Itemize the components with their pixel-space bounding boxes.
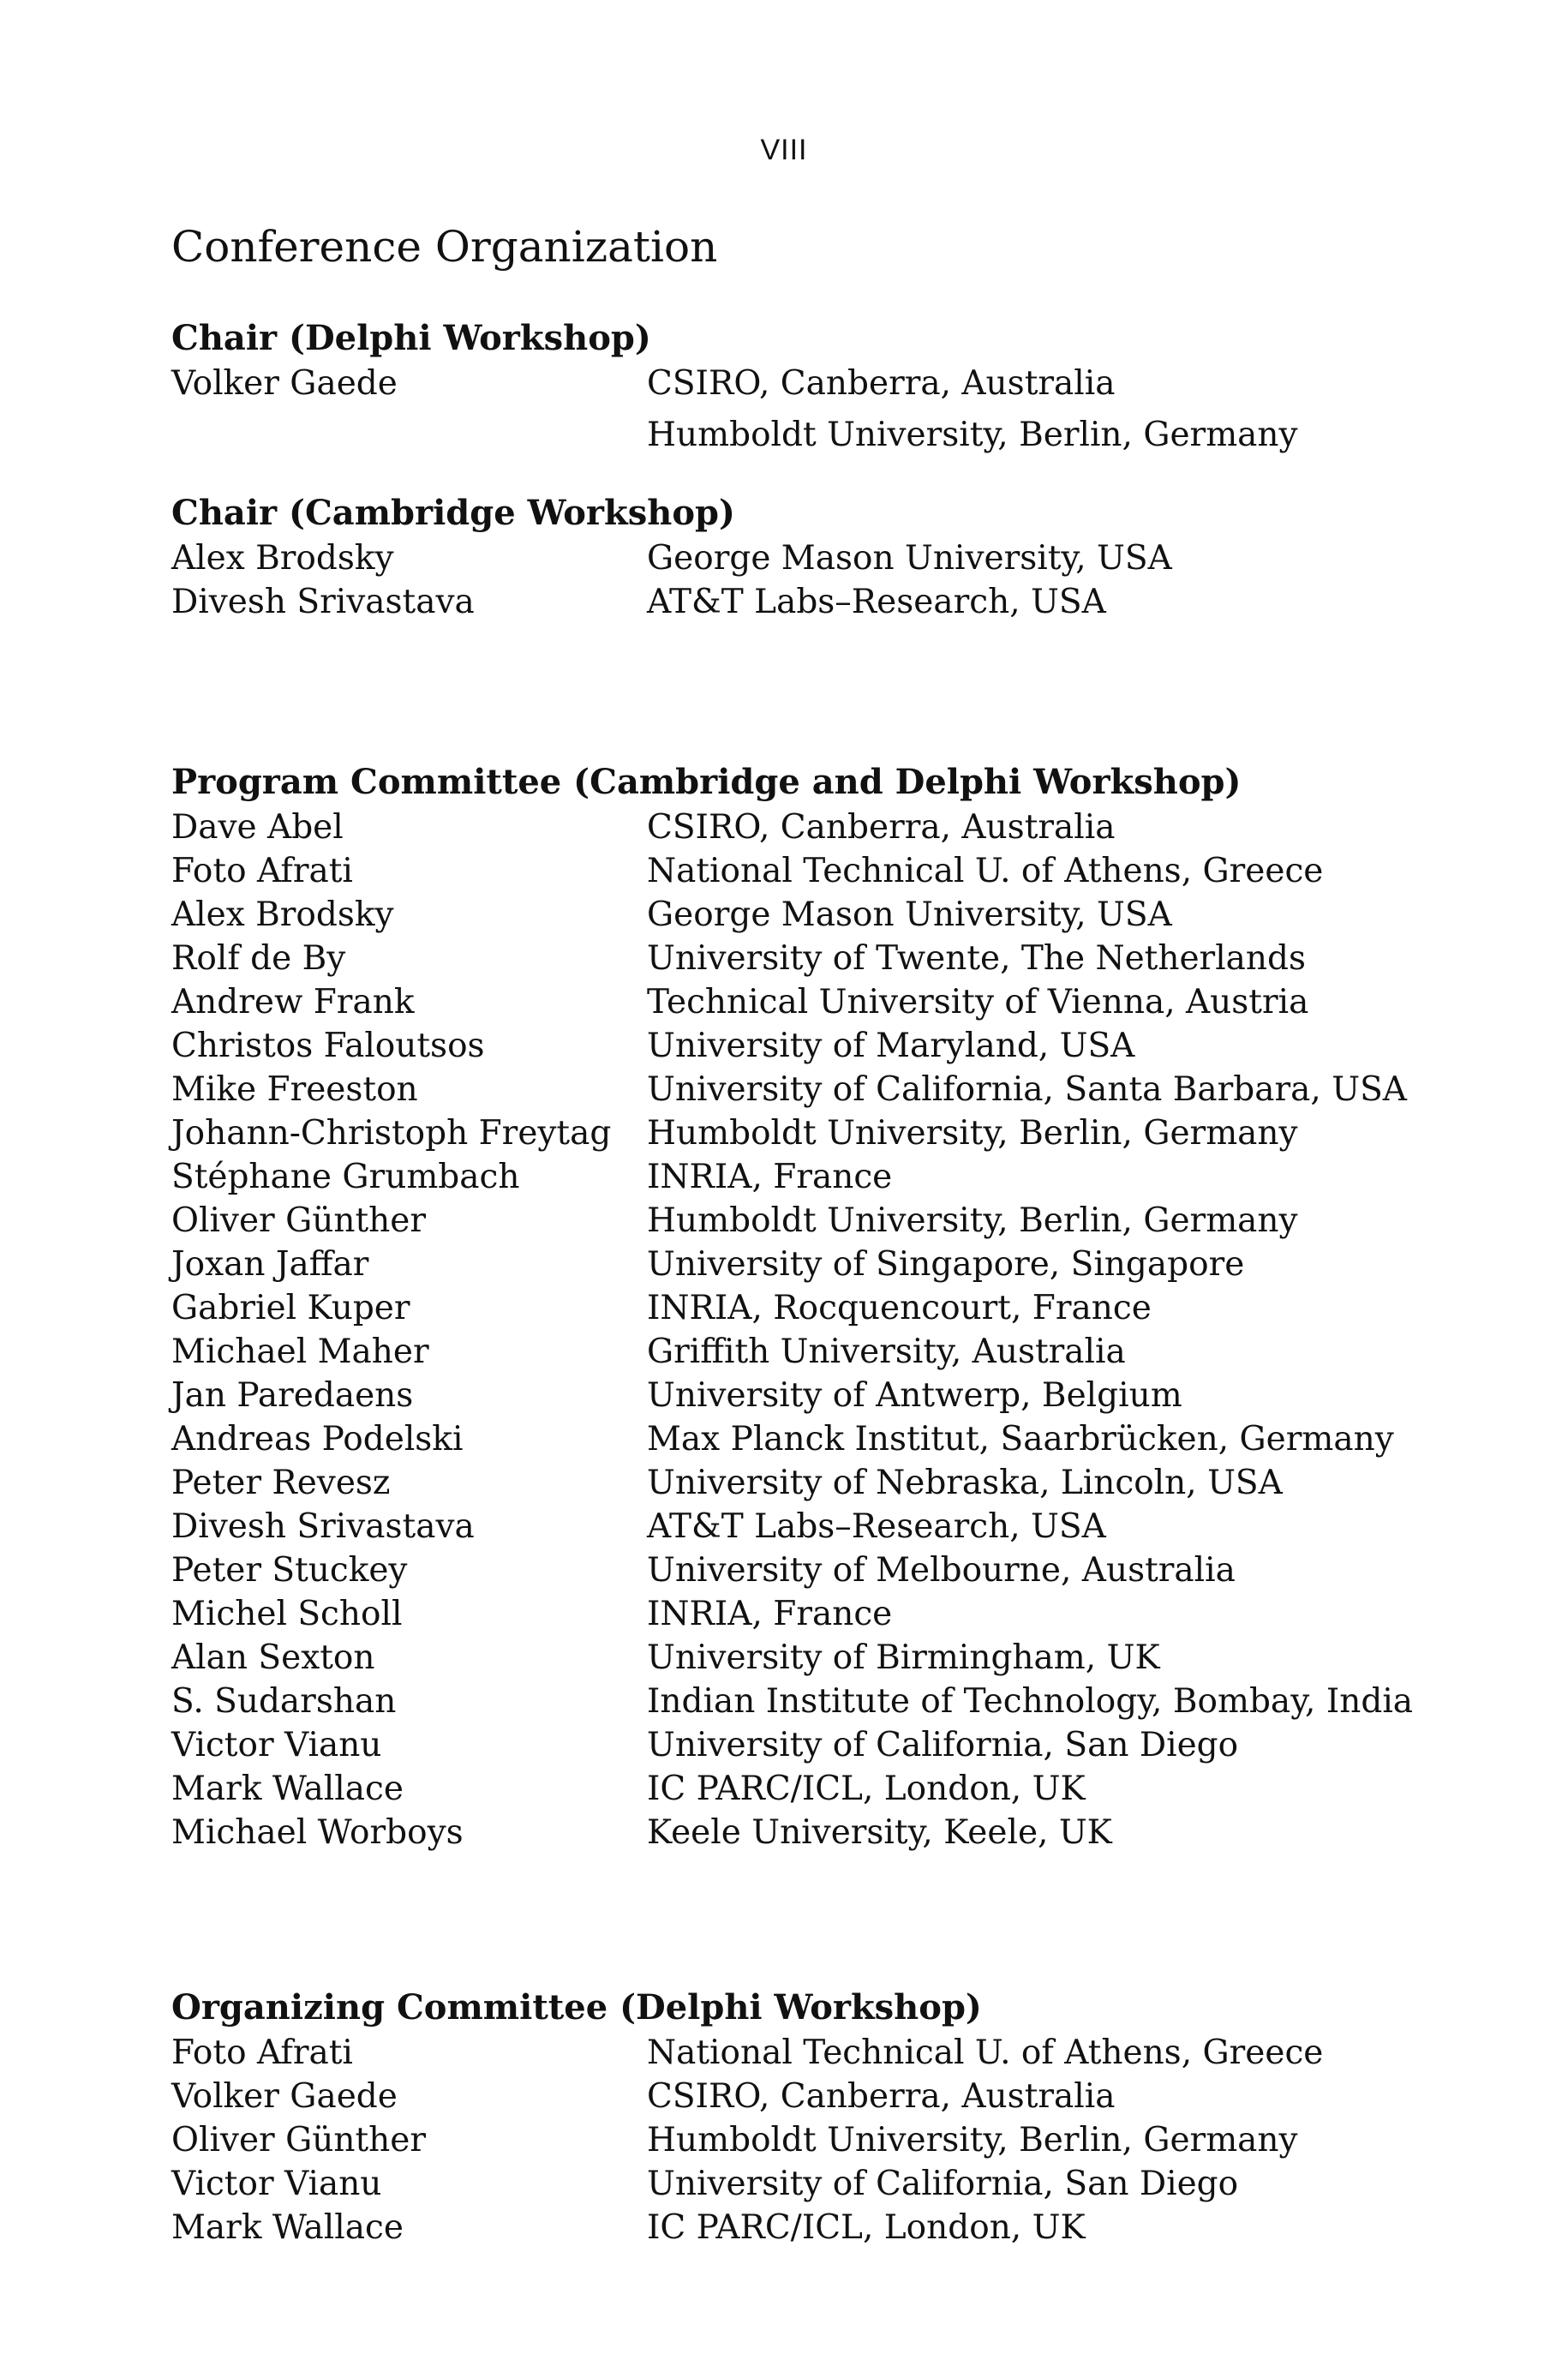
member-name: Mike Freeston (171, 1070, 418, 1109)
member-affiliation: University of Melbourne, Australia (647, 1551, 1236, 1590)
member-name: Michael Worboys (171, 1813, 464, 1852)
member-row (171, 1767, 1405, 1811)
member-row (171, 1155, 1405, 1199)
member-name: Alex Brodsky (171, 895, 394, 934)
member-name: Mark Wallace (171, 2208, 404, 2247)
member-affiliation: IC PARC/ICL, London, UK (647, 1770, 1086, 1808)
member-name: Stéphane Grumbach (171, 1158, 520, 1196)
member-affiliation: University of Maryland, USA (647, 1027, 1135, 1065)
member-affiliation: Humboldt University, Berlin, Germany (647, 416, 1298, 454)
member-affiliation: University of Birmingham, UK (647, 1638, 1160, 1677)
member-row (171, 2118, 1405, 2162)
member-name: Divesh Srivastava (171, 1507, 475, 1546)
member-name: Rolf de By (171, 939, 346, 978)
member-affiliation: National Technical U. of Athens, Greece (647, 852, 1324, 890)
member-affiliation: George Mason University, USA (647, 895, 1172, 934)
member-name: Michel Scholl (171, 1595, 403, 1633)
cambridge-chair-section (171, 490, 1405, 624)
member-affiliation: University of California, San Diego (647, 2165, 1239, 2203)
member-name: Foto Afrati (171, 2034, 353, 2072)
member-name: Peter Revesz (171, 1464, 391, 1502)
member-name: Victor Vianu (171, 1726, 382, 1764)
member-affiliation: Humboldt University, Berlin, Germany (647, 1201, 1298, 1240)
member-name (171, 405, 647, 465)
member-affiliation: AT&T Labs–Research, USA (647, 1507, 1106, 1546)
member-row (171, 1592, 1405, 1636)
page-title: Conference Organization (171, 222, 718, 272)
member-row (171, 1417, 1405, 1461)
member-name: Oliver Günther (171, 2121, 426, 2159)
member-affiliation: George Mason University, USA (647, 539, 1172, 578)
member-affiliation: INRIA, France (647, 1595, 893, 1633)
member-affiliation: National Technical U. of Athens, Greece (647, 2034, 1324, 2072)
organizing-committee-section (171, 1985, 1405, 2249)
member-name: Foto Afrati (171, 852, 353, 890)
member-name: Oliver Günther (171, 1201, 426, 1240)
member-affiliation: AT&T Labs–Research, USA (647, 583, 1106, 621)
member-name: Michael Maher (171, 1333, 429, 1371)
member-row (171, 362, 1405, 405)
member-row (171, 1680, 1414, 1723)
member-affiliation: INRIA, Rocquencourt, France (647, 1289, 1152, 1327)
section-title: Organizing Committee (Delphi Workshop) (171, 1987, 982, 2028)
member-row (171, 1068, 1405, 1111)
section-title: Program Committee (Cambridge and Delphi Workshop) (171, 762, 1242, 802)
member-row (171, 536, 1405, 580)
member-affiliation: University of Twente, The Netherlands (647, 939, 1307, 978)
member-affiliation: University of California, Santa Barbara, USA (647, 1070, 1407, 1109)
member-affiliation: Keele University, Keele, UK (647, 1813, 1112, 1852)
member-name: Johann-Christoph Freytag (171, 1114, 612, 1153)
section-title: Chair (Cambridge Workshop) (171, 493, 735, 533)
member-affiliation: Griffith University, Australia (647, 1333, 1126, 1371)
member-affiliation: Technical University of Vienna, Austria (647, 983, 1309, 1021)
member-name: Volker Gaede (171, 2077, 398, 2116)
section-title: Chair (Delphi Workshop) (171, 318, 651, 358)
member-name: S. Sudarshan (171, 1682, 397, 1721)
member-row (171, 1374, 1405, 1417)
member-name: Gabriel Kuper (171, 1289, 410, 1327)
member-row (171, 1111, 1405, 1155)
member-name: Andrew Frank (171, 983, 415, 1021)
member-row (171, 1024, 1405, 1068)
member-affiliation: Indian Institute of Technology, Bombay, India (647, 1682, 1414, 1721)
member-row (171, 893, 1405, 937)
member-row (171, 405, 1405, 465)
member-affiliation: University of Antwerp, Belgium (647, 1376, 1182, 1415)
member-affiliation: CSIRO, Canberra, Australia (647, 364, 1116, 403)
member-row (171, 2075, 1405, 2118)
member-row (171, 1199, 1405, 1243)
member-row (171, 1548, 1405, 1592)
member-name: Christos Faloutsos (171, 1027, 485, 1065)
member-row (171, 580, 1405, 624)
member-name: Jan Paredaens (171, 1376, 414, 1415)
member-name: Joxan Jaffar (171, 1245, 369, 1284)
member-row (171, 1636, 1405, 1680)
member-row (171, 1330, 1405, 1374)
member-row (171, 937, 1405, 980)
member-affiliation: CSIRO, Canberra, Australia (647, 2077, 1116, 2116)
member-row (171, 1723, 1405, 1767)
program-committee-section (171, 759, 1414, 1854)
member-affiliation: Max Planck Institut, Saarbrücken, Germany (647, 1420, 1394, 1459)
member-affiliation: University of Singapore, Singapore (647, 1245, 1245, 1284)
member-row (171, 1811, 1405, 1854)
member-row (171, 2031, 1405, 2075)
member-row (171, 806, 1405, 849)
member-name: Alan Sexton (171, 1638, 375, 1677)
member-row (171, 1505, 1405, 1548)
member-affiliation: Humboldt University, Berlin, Germany (647, 2121, 1298, 2159)
member-row (171, 2206, 1405, 2249)
member-name: Peter Stuckey (171, 1551, 408, 1590)
page-number: VIII (760, 134, 808, 166)
member-name: Volker Gaede (171, 364, 398, 403)
delphi-chair-section (171, 315, 1405, 465)
member-affiliation: CSIRO, Canberra, Australia (647, 808, 1116, 847)
member-row (171, 980, 1405, 1024)
member-name: Dave Abel (171, 808, 344, 847)
member-name: Victor Vianu (171, 2165, 382, 2203)
member-affiliation: University of Nebraska, Lincoln, USA (647, 1464, 1283, 1502)
member-row (171, 1461, 1405, 1505)
member-affiliation: University of California, San Diego (647, 1726, 1239, 1764)
member-affiliation: INRIA, France (647, 1158, 893, 1196)
member-row (171, 2162, 1405, 2206)
member-affiliation: Humboldt University, Berlin, Germany (647, 1114, 1298, 1153)
member-name: Mark Wallace (171, 1770, 404, 1808)
member-row (171, 1243, 1405, 1286)
member-row (171, 1286, 1405, 1330)
member-affiliation: IC PARC/ICL, London, UK (647, 2208, 1086, 2247)
member-name: Divesh Srivastava (171, 583, 475, 621)
member-row (171, 849, 1405, 893)
member-name: Andreas Podelski (171, 1420, 464, 1459)
member-name: Alex Brodsky (171, 539, 394, 578)
